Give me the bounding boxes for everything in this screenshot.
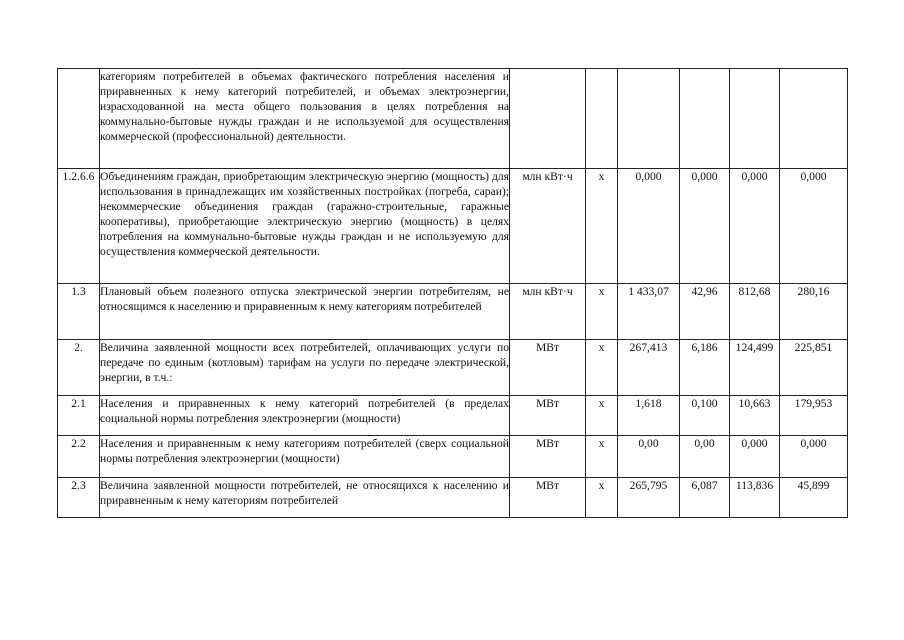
table-row xyxy=(58,340,848,396)
row-x-mark: х xyxy=(586,284,618,340)
row-unit: МВт xyxy=(510,396,586,436)
row-value-3: 10,663 xyxy=(730,396,780,436)
row-value-1: 265,795 xyxy=(618,478,680,518)
row-value-2 xyxy=(680,69,730,169)
row-x-mark: х xyxy=(586,478,618,518)
row-description: Величина заявленной мощности потребителей, не относящихся к населению и приравненным к нему категориям потребителей xyxy=(100,478,510,518)
row-number: 2. xyxy=(58,340,100,396)
row-value-2: 42,96 xyxy=(680,284,730,340)
table-row xyxy=(58,284,848,340)
row-value-4: 0,000 xyxy=(780,169,848,284)
row-value-2: 0,000 xyxy=(680,169,730,284)
row-number: 2.3 xyxy=(58,478,100,518)
row-value-4: 280,16 xyxy=(780,284,848,340)
row-value-3: 812,68 xyxy=(730,284,780,340)
table-row xyxy=(58,436,848,478)
row-value-4: 45,899 xyxy=(780,478,848,518)
row-value-4: 0,000 xyxy=(780,436,848,478)
row-x-mark: х xyxy=(586,169,618,284)
row-unit: МВт xyxy=(510,340,586,396)
row-value-2: 0,100 xyxy=(680,396,730,436)
row-value-3: 0,000 xyxy=(730,169,780,284)
tariff-table xyxy=(57,68,848,518)
row-value-1: 0,000 xyxy=(618,169,680,284)
row-unit xyxy=(510,69,586,169)
row-number: 2.1 xyxy=(58,396,100,436)
row-value-1 xyxy=(618,69,680,169)
row-value-4 xyxy=(780,69,848,169)
row-value-2: 0,00 xyxy=(680,436,730,478)
row-number xyxy=(58,69,100,169)
row-value-2: 6,087 xyxy=(680,478,730,518)
row-number: 2.2 xyxy=(58,436,100,478)
table-row xyxy=(58,169,848,284)
row-unit: млн кВт·ч xyxy=(510,284,586,340)
row-description: Населения и приравненным к нему категориям потребителей (сверх социальной нормы потребления электроэнергии (мощности) xyxy=(100,436,510,478)
row-x-mark: х xyxy=(586,436,618,478)
row-unit: млн кВт·ч xyxy=(510,169,586,284)
row-value-1: 1 433,07 xyxy=(618,284,680,340)
row-value-2: 6,186 xyxy=(680,340,730,396)
row-value-3: 113,836 xyxy=(730,478,780,518)
row-x-mark: х xyxy=(586,396,618,436)
row-value-1: 1,618 xyxy=(618,396,680,436)
row-value-4: 225,851 xyxy=(780,340,848,396)
row-value-1: 267,413 xyxy=(618,340,680,396)
table-row xyxy=(58,396,848,436)
table-row xyxy=(58,69,848,169)
row-value-4: 179,953 xyxy=(780,396,848,436)
row-unit: МВт xyxy=(510,436,586,478)
row-description: Объединениям граждан, приобретающим электрическую энергию (мощность) для использования в принадлежащих им хозяйственных постройках (погреба, сараи); некоммерческие объединения граждан (гаражно-строительные, гаражные кооперативы), приобретающие электрическую энергию (мощность) в целях потребления на коммунально-бытовые нужды граждан и не используемую для осуществления коммерческой деятельности. xyxy=(100,169,510,284)
row-description: Населения и приравненных к нему категорий потребителей (в пределах социальной нормы потребления электроэнергии (мощности) xyxy=(100,396,510,436)
row-value-1: 0,00 xyxy=(618,436,680,478)
row-unit: МВт xyxy=(510,478,586,518)
table-row xyxy=(58,478,848,518)
row-number: 1.3 xyxy=(58,284,100,340)
row-description: Величина заявленной мощности всех потребителей, оплачивающих услуги по передаче по единым (котловым) тарифам на услуги по передаче электрической, энергии, в т.ч.: xyxy=(100,340,510,396)
row-description: Плановый объем полезного отпуска электрической энергии потребителям, не относящимся к населению и приравненным к нему категориям потребителей xyxy=(100,284,510,340)
row-value-3 xyxy=(730,69,780,169)
row-value-3: 0,000 xyxy=(730,436,780,478)
row-description: категориям потребителей в объемах фактического потребления населения и приравненных к нему категорий потребителей, и объемах электроэнергии, израсходованной на места общего пользования в целях потребления на коммунально-бытовые нужды граждан и не используемой для осуществления коммерческой (профессиональной) деятельности. xyxy=(100,69,510,169)
row-x-mark xyxy=(586,69,618,169)
row-x-mark: х xyxy=(586,340,618,396)
row-number: 1.2.6.6 xyxy=(58,169,100,284)
row-value-3: 124,499 xyxy=(730,340,780,396)
